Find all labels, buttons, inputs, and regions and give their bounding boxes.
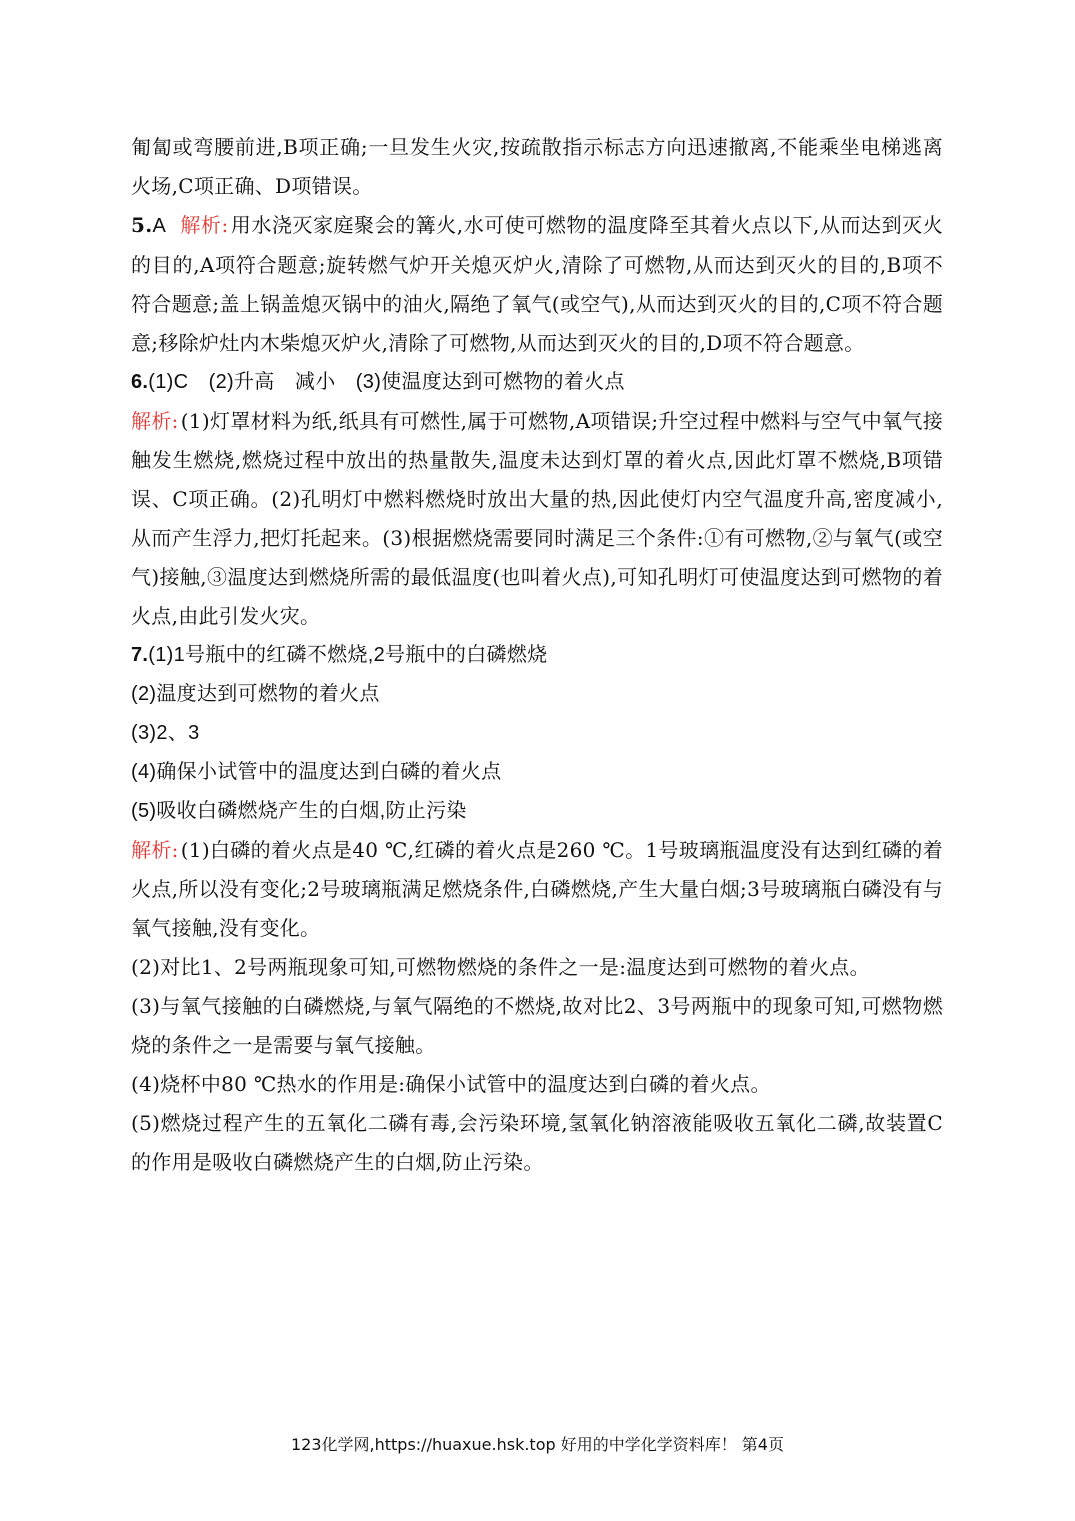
document-body — [131, 128, 943, 1182]
question-6-analysis — [131, 402, 943, 636]
analysis-label: 解析: — [131, 409, 179, 433]
answer: (1)C (2)升高 减小 (3)使温度达到可燃物的着火点 — [148, 371, 625, 393]
question-number: 5. — [131, 213, 153, 237]
question-7-answer-4: (4)确保小试管中的温度达到白磷的着火点 — [131, 761, 502, 783]
question-7-analysis-5: (5)燃烧过程产生的五氧化二磷有毒,会污染环境,氢氧化钠溶液能吸收五氧化二磷,故装置C的作用是吸收白磷燃烧产生的白烟,防止污染。 — [131, 1111, 943, 1174]
question-7-answer-5: (5)吸收白磷燃烧产生的白烟,防止污染 — [131, 800, 467, 822]
question-7-answer-3: (3)2、3 — [131, 722, 200, 744]
question-7-answer-1 — [131, 636, 943, 675]
analysis-label: 解析: — [180, 213, 229, 237]
answer: A — [152, 215, 167, 237]
question-7-answer-2: (2)温度达到可燃物的着火点 — [131, 683, 380, 705]
question-5 — [131, 206, 943, 363]
analysis-text: 用水浇灭家庭聚会的篝火,水可使可燃物的温度降至其着火点以下,从而达到灭火的目的,A项符合题意;旋转燃气炉开关熄灭炉火,清除了可燃物,从而达到灭火的目的,B项不符合题意;盖上锅盖熄灭锅中的油火,隔绝了氧气(或空气),从而达到灭火的目的,C项不符合题意;移除炉灶内木柴熄灭炉火,清除了可燃物,从而达到灭火的目的,D项不符合题意。 — [131, 213, 944, 355]
question-7-analysis-3: (3)与氧气接触的白磷燃烧,与氧气隔绝的不燃烧,故对比2、3号两瓶中的现象可知,可燃物燃烧的条件之一是需要与氧气接触。 — [131, 994, 943, 1057]
question-number: 6. — [131, 371, 149, 393]
page-footer: 123化学网,https://huaxue.hsk.top 好用的中学化学资料库！ 第4页 — [290, 1435, 784, 1454]
paragraph-continuation: 匍匐或弯腰前进,B项正确;一旦发生火灾,按疏散指示标志方向迅速撤离,不能乘坐电梯逃离火场,C项正确、D项错误。 — [131, 135, 943, 198]
analysis-text: (1)灯罩材料为纸,纸具有可燃性,属于可燃物,A项错误;升空过程中燃料与空气中氧气接触发生燃烧,燃烧过程中放出的热量散失,温度未达到灯罩的着火点,因此灯罩不燃烧,B项错误、C项正确。(2)孔明灯中燃料燃烧时放出大量的热,因此使灯内空气温度升高,密度减小,从而产生浮力,把灯托起来。(3)根据燃烧需要同时满足三个条件:①有可燃物,②与氧气(或空气)接触,③温度达到燃烧所需的最低温度(也叫着火点),可知孔明灯可使温度达到可燃物的着火点,由此引发火灾。 — [131, 409, 943, 628]
question-7-analysis-4: (4)烧杯中80 ℃热水的作用是:确保小试管中的温度达到白磷的着火点。 — [131, 1072, 771, 1096]
question-number: 7. — [131, 644, 149, 666]
answer: (1)1号瓶中的红磷不燃烧,2号瓶中的白磷燃烧 — [148, 644, 548, 666]
question-6-answer — [131, 363, 943, 402]
analysis-text: (1)白磷的着火点是40 ℃,红磷的着火点是260 ℃。1号玻璃瓶温度没有达到红磷的着火点,所以没有变化;2号玻璃瓶满足燃烧条件,白磷燃烧,产生大量白烟;3号玻璃瓶白磷没有与氧气接触,没有变化。 — [131, 838, 943, 940]
question-7-analysis-1 — [131, 831, 943, 948]
question-7-analysis-2: (2)对比1、2号两瓶现象可知,可燃物燃烧的条件之一是:温度达到可燃物的着火点。 — [131, 955, 870, 979]
analysis-label: 解析: — [131, 838, 179, 862]
